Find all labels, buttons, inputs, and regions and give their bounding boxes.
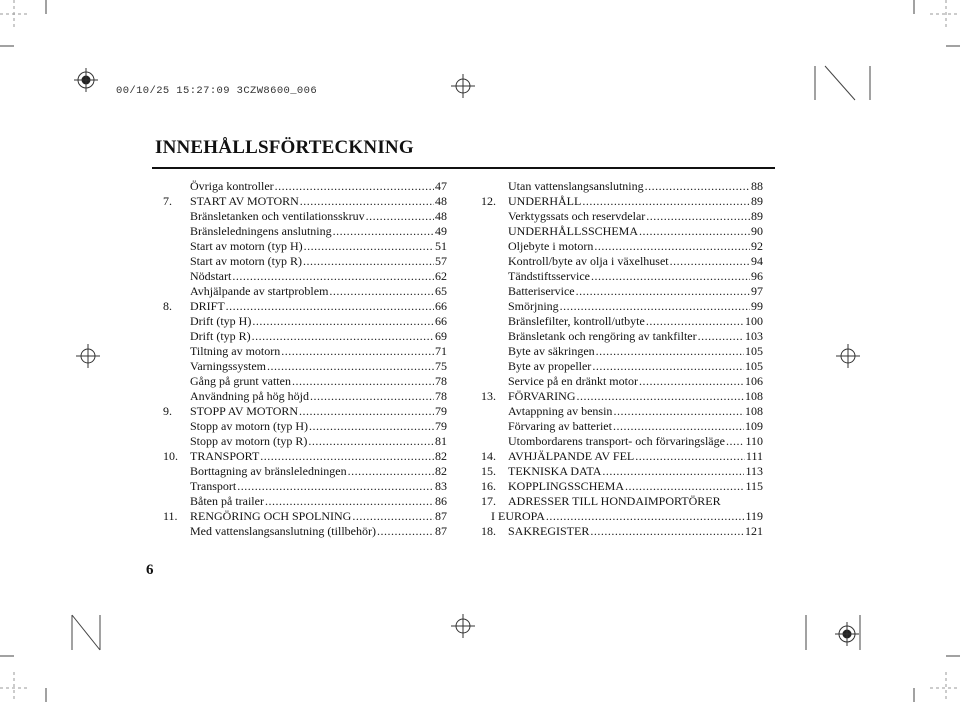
toc-leader-dots (366, 209, 434, 224)
registration-target-icon (74, 68, 98, 92)
toc-entry-page: 65 (435, 284, 447, 298)
toc-leader-dots (670, 254, 750, 269)
toc-leader-dots (352, 509, 434, 524)
toc-entry-number: 8. (163, 299, 172, 313)
toc-entry-page: 119 (745, 509, 763, 523)
toc-entry-label: SAKREGISTER (508, 524, 590, 538)
toc-entry-page: 82 (435, 449, 447, 463)
toc-entry-label: Utombordarens transport- och förvaringsläge (508, 434, 725, 448)
toc-entry-number: 18. (481, 524, 496, 538)
toc-left-column (163, 179, 447, 539)
toc-leader-dots (252, 329, 434, 344)
toc-entry-label: Övriga kontroller (190, 179, 274, 193)
toc-entry-label: Batteriservice (508, 284, 575, 298)
toc-entry-number: 12. (481, 194, 496, 208)
toc-entry[interactable] (163, 254, 447, 269)
toc-entry-label: FÖRVARING (508, 389, 576, 403)
title-rule (152, 167, 775, 169)
toc-entry-label: Nödstart (190, 269, 232, 283)
toc-leader-dots (646, 209, 750, 224)
toc-entry-number: 11. (163, 509, 178, 523)
toc-entry-page: 49 (435, 224, 447, 238)
toc-leader-dots (613, 419, 744, 434)
toc-entry-page: 88 (751, 179, 763, 193)
toc-entry-label: Drift (typ R) (190, 329, 251, 343)
toc-entry-label: Service på en dränkt motor (508, 374, 638, 388)
toc-entry-page: 48 (435, 209, 447, 223)
toc-leader-dots (646, 314, 744, 329)
toc-leader-dots (635, 449, 745, 464)
toc-entry[interactable] (481, 389, 763, 404)
toc-leader-dots (546, 509, 745, 524)
toc-entry-page: 66 (435, 299, 447, 313)
toc-entry-label: RENGÖRING OCH SPOLNING (190, 509, 352, 523)
toc-entry-page: 62 (435, 269, 447, 283)
toc-entry-label: Gång på grunt vatten (190, 374, 291, 388)
toc-entry[interactable] (481, 344, 763, 359)
toc-entry[interactable] (481, 404, 763, 419)
toc-entry-label: Avtappning av bensin (508, 404, 613, 418)
toc-entry-page: 113 (745, 464, 763, 478)
toc-entry-page: 66 (435, 314, 447, 328)
toc-entry-label: Tändstiftsservice (508, 269, 590, 283)
toc-entry-label: Oljebyte i motorn (508, 239, 594, 253)
toc-entry[interactable] (481, 269, 763, 284)
toc-entry-label: DRIFT (190, 299, 225, 313)
toc-leader-dots (639, 224, 750, 239)
toc-entry-number: 16. (481, 479, 496, 493)
toc-entry-label: Stopp av motorn (typ H) (190, 419, 308, 433)
toc-leader-dots (329, 284, 434, 299)
toc-entry[interactable] (481, 419, 763, 434)
toc-entry-page: 99 (751, 299, 763, 313)
toc-entry[interactable] (163, 329, 447, 344)
toc-entry[interactable] (163, 389, 447, 404)
toc-leader-dots (309, 419, 434, 434)
toc-entry[interactable] (481, 374, 763, 389)
toc-entry[interactable] (481, 209, 763, 224)
toc-leader-dots (377, 524, 434, 539)
toc-entry[interactable] (481, 314, 763, 329)
toc-leader-dots (582, 194, 750, 209)
toc-entry[interactable] (481, 239, 763, 254)
toc-entry[interactable] (163, 179, 447, 194)
toc-entry[interactable] (163, 359, 447, 374)
toc-entry-label: Bränsleledningens anslutning (190, 224, 332, 238)
toc-entry-page: 83 (435, 479, 447, 493)
toc-leader-dots (232, 269, 434, 284)
toc-leader-dots (267, 359, 434, 374)
toc-entry-label: Bränsletanken och ventilationsskruv (190, 209, 365, 223)
toc-entry-page: 87 (435, 524, 447, 538)
toc-entry-label: Kontroll/byte av olja i växelhuset (508, 254, 669, 268)
toc-leader-dots (308, 434, 434, 449)
toc-entry[interactable] (481, 464, 763, 479)
toc-entry-page: 82 (435, 464, 447, 478)
toc-entry-label: I EUROPA (491, 509, 545, 523)
toc-leader-dots (592, 359, 744, 374)
toc-leader-dots (333, 224, 434, 239)
toc-entry[interactable] (163, 479, 447, 494)
toc-entry-label: Bränsletank och rengöring av tankfilter (508, 329, 697, 343)
toc-entry-page: 48 (435, 194, 447, 208)
toc-entry-label: Start av motorn (typ R) (190, 254, 302, 268)
toc-entry[interactable] (163, 239, 447, 254)
toc-entry-page: 110 (745, 434, 763, 448)
toc-leader-dots (576, 284, 750, 299)
toc-entry-label: Tiltning av motorn (190, 344, 281, 358)
toc-leader-dots (560, 299, 750, 314)
toc-entry[interactable] (163, 299, 447, 314)
toc-leader-dots (645, 179, 750, 194)
toc-leader-dots (237, 479, 434, 494)
toc-entry[interactable] (163, 284, 447, 299)
toc-entry-page: 57 (435, 254, 447, 268)
toc-entry[interactable] (481, 524, 763, 539)
toc-entry[interactable] (163, 404, 447, 419)
toc-entry-label: Varningssystem (190, 359, 266, 373)
toc-entry-number: 7. (163, 194, 172, 208)
toc-entry[interactable] (481, 254, 763, 269)
toc-entry[interactable] (481, 224, 763, 239)
toc-entry[interactable] (481, 284, 763, 299)
toc-entry-page: 97 (751, 284, 763, 298)
toc-entry-page: 105 (745, 344, 763, 358)
toc-entry-page: 47 (435, 179, 447, 193)
toc-entry-label: Transport (190, 479, 237, 493)
toc-entry-page: 87 (435, 509, 447, 523)
toc-entry-number: 15. (481, 464, 496, 478)
toc-entry-page: 90 (751, 224, 763, 238)
toc-leader-dots (590, 524, 744, 539)
page-number: 6 (146, 562, 154, 578)
toc-entry-label: Båten på trailer (190, 494, 264, 508)
toc-entry-page: 103 (745, 329, 763, 343)
toc-entry-label: Byte av propeller (508, 359, 592, 373)
toc-entry[interactable] (163, 449, 447, 464)
toc-entry-label: Bränslefilter, kontroll/utbyte (508, 314, 645, 328)
toc-entry[interactable] (163, 464, 447, 479)
toc-leader-dots (348, 464, 434, 479)
toc-entry-page: 109 (745, 419, 763, 433)
toc-entry-number: 17. (481, 494, 496, 508)
toc-entry-label: TRANSPORT (190, 449, 260, 463)
toc-entry-number: 10. (163, 449, 178, 463)
toc-entry-page: 75 (435, 359, 447, 373)
toc-entry-page: 71 (435, 344, 447, 358)
toc-entry-page: 79 (435, 404, 447, 418)
toc-entry-page: 100 (745, 314, 763, 328)
toc-entry-page: 108 (745, 404, 763, 418)
toc-entry[interactable] (163, 494, 447, 509)
toc-entry-label: Med vattenslangsanslutning (tillbehör) (190, 524, 376, 538)
toc-entry-page: 105 (745, 359, 763, 373)
toc-entry[interactable] (163, 194, 447, 209)
toc-entry-label: UNDERHÅLLSSCHEMA (508, 224, 639, 238)
toc-entry-page: 81 (435, 434, 447, 448)
toc-leader-dots (260, 449, 434, 464)
toc-entry[interactable] (481, 329, 763, 344)
toc-leader-dots (613, 404, 744, 419)
toc-entry[interactable] (163, 224, 447, 239)
toc-leader-dots (591, 269, 750, 284)
toc-entry-page: 89 (751, 194, 763, 208)
toc-entry-label: Utan vattenslangsanslutning (508, 179, 644, 193)
toc-entry-label: Avhjälpande av startproblem (190, 284, 329, 298)
toc-leader-dots (299, 404, 434, 419)
toc-entry-label: UNDERHÅLL (508, 194, 582, 208)
toc-entry-label: START AV MOTORN (190, 194, 299, 208)
toc-entry[interactable] (481, 359, 763, 374)
toc-leader-dots (726, 434, 745, 449)
toc-entry-label: Smörjning (508, 299, 559, 313)
toc-leader-dots (265, 494, 434, 509)
toc-entry[interactable] (481, 509, 763, 524)
toc-leader-dots (292, 374, 434, 389)
toc-entry[interactable] (163, 314, 447, 329)
toc-entry[interactable] (481, 479, 763, 494)
toc-entry-label: Borttagning av bränsleledningen (190, 464, 347, 478)
toc-leader-dots (698, 329, 744, 344)
print-header-stamp: 00/10/25 15:27:09 3CZW8600_006 (116, 85, 318, 97)
toc-entry[interactable] (481, 494, 763, 509)
toc-entry-label: Start av motorn (typ H) (190, 239, 303, 253)
toc-entry[interactable] (163, 344, 447, 359)
toc-leader-dots (639, 374, 744, 389)
toc-entry-label: ADRESSER TILL HONDAIMPORTÖRER (508, 494, 721, 508)
toc-leader-dots (594, 239, 750, 254)
toc-entry[interactable] (481, 179, 763, 194)
toc-entry-label: Förvaring av batteriet (508, 419, 612, 433)
toc-entry[interactable] (481, 194, 763, 209)
toc-leader-dots (226, 299, 434, 314)
toc-entry[interactable] (163, 374, 447, 389)
toc-entry-page: 111 (745, 449, 763, 463)
toc-entry[interactable] (481, 449, 763, 464)
toc-entry[interactable] (163, 524, 447, 539)
toc-entry-label: AVHJÄLPANDE AV FEL (508, 449, 635, 463)
toc-entry-page: 115 (745, 479, 763, 493)
toc-entry[interactable] (163, 434, 447, 449)
toc-entry-page: 92 (751, 239, 763, 253)
toc-entry-page: 69 (435, 329, 447, 343)
toc-leader-dots (310, 389, 434, 404)
toc-entry-label: Drift (typ H) (190, 314, 252, 328)
toc-entry-label: STOPP AV MOTORN (190, 404, 299, 418)
toc-entry-page: 96 (751, 269, 763, 283)
toc-leader-dots (303, 254, 434, 269)
toc-entry-page: 108 (745, 389, 763, 403)
toc-entry-page: 94 (751, 254, 763, 268)
toc-entry-label: Verktygssats och reservdelar (508, 209, 646, 223)
toc-leader-dots (300, 194, 434, 209)
toc-entry-page: 51 (435, 239, 447, 253)
toc-entry-page: 89 (751, 209, 763, 223)
registration-target-icon (835, 622, 859, 646)
toc-entry-label: Användning på hög höjd (190, 389, 309, 403)
toc-leader-dots (304, 239, 434, 254)
toc-entry-page: 106 (745, 374, 763, 388)
toc-entry-page: 86 (435, 494, 447, 508)
toc-entry[interactable] (481, 434, 763, 449)
toc-entry-page: 78 (435, 374, 447, 388)
toc-entry-page: 79 (435, 419, 447, 433)
toc-entry[interactable] (163, 269, 447, 284)
toc-entry[interactable] (163, 419, 447, 434)
toc-leader-dots (281, 344, 434, 359)
toc-leader-dots (625, 479, 744, 494)
toc-leader-dots (252, 314, 434, 329)
toc-entry-page: 78 (435, 389, 447, 403)
toc-leader-dots (577, 389, 745, 404)
toc-entry-label: Byte av säkringen (508, 344, 595, 358)
toc-leader-dots (596, 344, 744, 359)
toc-entry[interactable] (163, 509, 447, 524)
toc-entry-label: KOPPLINGSSCHEMA (508, 479, 625, 493)
toc-entry-number: 9. (163, 404, 172, 418)
page-title: INNEHÅLLSFÖRTECKNING (155, 137, 414, 158)
toc-entry-page: 121 (745, 524, 763, 538)
toc-entry[interactable] (163, 209, 447, 224)
toc-entry-number: 14. (481, 449, 496, 463)
toc-leader-dots (602, 464, 744, 479)
toc-entry-label: TEKNISKA DATA (508, 464, 602, 478)
toc-entry-label: Stopp av motorn (typ R) (190, 434, 308, 448)
toc-entry[interactable] (481, 299, 763, 314)
toc-right-column (481, 179, 763, 539)
toc-entry-number: 13. (481, 389, 496, 403)
toc-leader-dots (275, 179, 434, 194)
